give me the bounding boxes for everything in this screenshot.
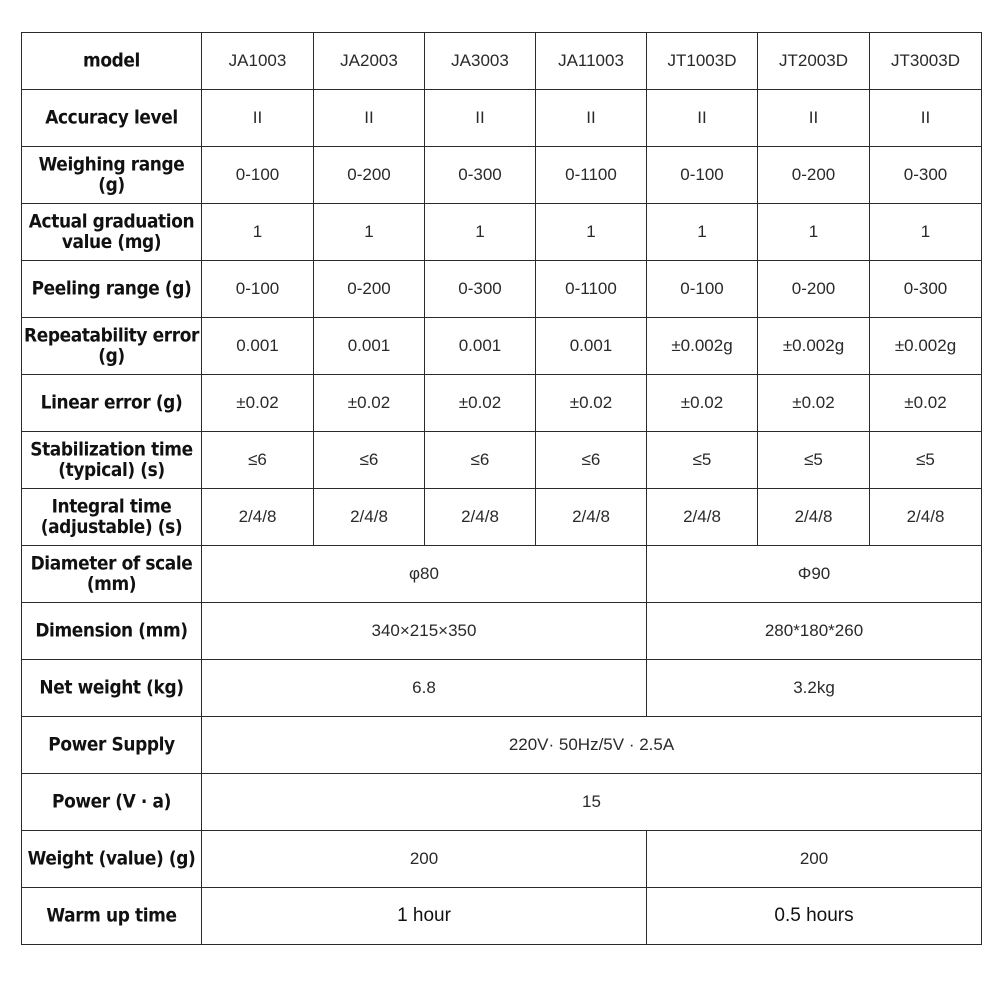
cell: ±0.002g — [870, 318, 982, 375]
cell-ja-group: 200 — [202, 831, 647, 888]
row-label: Accuracy level — [22, 87, 202, 149]
cell: ≤5 — [870, 432, 982, 489]
cell: II — [425, 90, 536, 147]
cell: ≤6 — [314, 432, 425, 489]
cell-ja-group: 1 hour — [202, 888, 647, 945]
cell: ±0.02 — [202, 375, 314, 432]
row-label: Power (V · a) — [22, 771, 202, 833]
cell: ±0.02 — [536, 375, 647, 432]
row-power — [22, 774, 982, 831]
row-linear-error — [22, 375, 982, 432]
cell: 0-100 — [202, 147, 314, 204]
cell: 2/4/8 — [647, 489, 758, 546]
cell: 1 — [758, 204, 870, 261]
cell: 0.001 — [314, 318, 425, 375]
cell: ≤6 — [202, 432, 314, 489]
spec-table — [21, 32, 982, 945]
cell: II — [202, 90, 314, 147]
row-label: Weighing range (g) — [22, 144, 202, 206]
cell: 0-300 — [425, 147, 536, 204]
model-header-ja1003: JA1003 — [202, 33, 314, 90]
cell: II — [870, 90, 982, 147]
row-graduation-value — [22, 204, 982, 261]
cell: ±0.002g — [758, 318, 870, 375]
row-label: Linear error (g) — [22, 372, 202, 434]
row-weighing-range — [22, 147, 982, 204]
row-label: Power Supply — [22, 714, 202, 776]
cell: ±0.02 — [870, 375, 982, 432]
model-header-ja11003: JA11003 — [536, 33, 647, 90]
cell: II — [758, 90, 870, 147]
row-dimension — [22, 603, 982, 660]
cell: 0-300 — [870, 147, 982, 204]
cell: ≤6 — [425, 432, 536, 489]
cell-jt-group: 200 — [647, 831, 982, 888]
row-integral-time — [22, 489, 982, 546]
row-power-supply — [22, 717, 982, 774]
cell: 0.001 — [425, 318, 536, 375]
cell: 2/4/8 — [314, 489, 425, 546]
cell: ±0.002g — [647, 318, 758, 375]
cell: 2/4/8 — [202, 489, 314, 546]
row-label: Diameter of scale (mm) — [22, 543, 202, 605]
cell: ≤5 — [647, 432, 758, 489]
cell: II — [647, 90, 758, 147]
cell: 0-1100 — [536, 261, 647, 318]
cell-ja-group: 340×215×350 — [202, 603, 647, 660]
header-label: model — [22, 30, 202, 92]
cell-ja-group: φ80 — [202, 546, 647, 603]
cell: 2/4/8 — [425, 489, 536, 546]
cell: 2/4/8 — [536, 489, 647, 546]
model-header-ja3003: JA3003 — [425, 33, 536, 90]
cell: 0-200 — [314, 147, 425, 204]
cell: 0-200 — [758, 147, 870, 204]
header-row — [22, 33, 982, 90]
cell: 1 — [425, 204, 536, 261]
row-label: Weight (value) (g) — [22, 828, 202, 890]
cell: ≤5 — [758, 432, 870, 489]
row-label: Stabilization time (typical) (s) — [22, 429, 202, 491]
cell: 0.001 — [536, 318, 647, 375]
row-net-weight — [22, 660, 982, 717]
cell: 0-300 — [870, 261, 982, 318]
cell: ≤6 — [536, 432, 647, 489]
cell: 0-100 — [202, 261, 314, 318]
cell: 2/4/8 — [870, 489, 982, 546]
cell: ±0.02 — [647, 375, 758, 432]
cell: 0-100 — [647, 261, 758, 318]
cell: 0-200 — [314, 261, 425, 318]
row-scale-diameter — [22, 546, 982, 603]
row-label: Integral time (adjustable) (s) — [22, 486, 202, 548]
row-warm-up-time — [22, 888, 982, 945]
cell: ±0.02 — [758, 375, 870, 432]
row-label: Repeatability error (g) — [22, 315, 202, 377]
cell-all-models: 220V· 50Hz/5V · 2.5A — [202, 717, 982, 774]
cell: 0.001 — [202, 318, 314, 375]
cell: II — [536, 90, 647, 147]
cell: ±0.02 — [314, 375, 425, 432]
cell-all-models: 15 — [202, 774, 982, 831]
model-header-jt2003d: JT2003D — [758, 33, 870, 90]
row-stabilization-time — [22, 432, 982, 489]
model-header-jt3003d: JT3003D — [870, 33, 982, 90]
model-header-jt1003d: JT1003D — [647, 33, 758, 90]
cell: 1 — [314, 204, 425, 261]
row-accuracy-level — [22, 90, 982, 147]
cell: 1 — [647, 204, 758, 261]
row-repeatability-error — [22, 318, 982, 375]
cell: 1 — [202, 204, 314, 261]
cell-jt-group: 280*180*260 — [647, 603, 982, 660]
row-label: Dimension (mm) — [22, 600, 202, 662]
cell: 0-300 — [425, 261, 536, 318]
cell: 1 — [870, 204, 982, 261]
row-label: Actual graduation value (mg) — [22, 201, 202, 263]
row-label: Warm up time — [22, 885, 202, 947]
cell-jt-group: Φ90 — [647, 546, 982, 603]
cell: 0-1100 — [536, 147, 647, 204]
cell: ±0.02 — [425, 375, 536, 432]
row-weight-value — [22, 831, 982, 888]
cell: 1 — [536, 204, 647, 261]
row-label: Peeling range (g) — [22, 258, 202, 320]
row-peeling-range — [22, 261, 982, 318]
cell: 0-200 — [758, 261, 870, 318]
cell-ja-group: 6.8 — [202, 660, 647, 717]
cell-jt-group: 0.5 hours — [647, 888, 982, 945]
cell: 2/4/8 — [758, 489, 870, 546]
cell: II — [314, 90, 425, 147]
model-header-ja2003: JA2003 — [314, 33, 425, 90]
cell: 0-100 — [647, 147, 758, 204]
cell-jt-group: 3.2kg — [647, 660, 982, 717]
row-label: Net weight (kg) — [22, 657, 202, 719]
